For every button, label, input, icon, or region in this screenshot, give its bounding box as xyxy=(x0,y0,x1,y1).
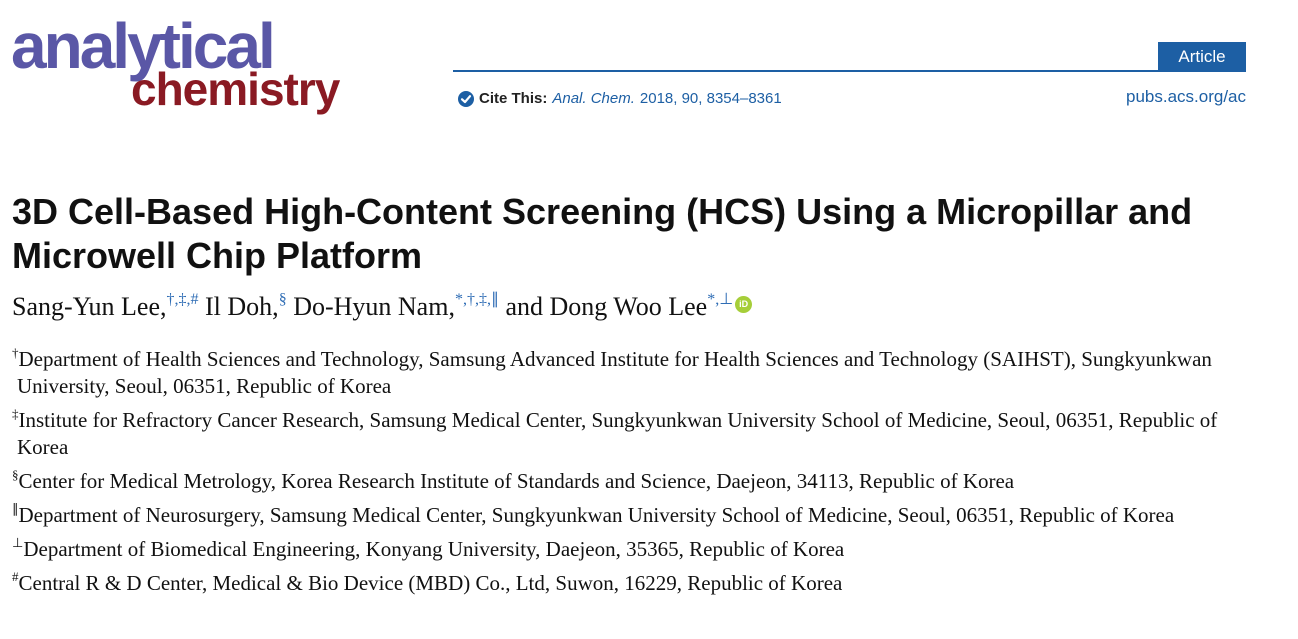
header-divider xyxy=(453,70,1246,72)
affiliation-item xyxy=(12,407,1267,461)
checkmark-badge-icon xyxy=(458,91,474,107)
cite-label: Cite This: xyxy=(479,90,548,107)
author-list xyxy=(12,292,752,322)
logo-line-chemistry: chemistry xyxy=(131,63,340,115)
journal-logo[interactable] xyxy=(11,10,340,115)
cite-this-line[interactable] xyxy=(458,90,782,107)
affiliation-mark: ‡ xyxy=(12,406,19,421)
affiliation-list xyxy=(12,346,1267,604)
affiliation-text: Central R & D Center, Medical & Bio Device (MBD) Co., Ltd, Suwon, 16229, Republic of Korea xyxy=(18,571,843,595)
article-type-badge: Article xyxy=(1158,42,1246,71)
author-name[interactable]: Do-Hyun Nam, xyxy=(293,292,455,321)
affiliation-mark: ∥ xyxy=(12,501,19,516)
affiliation-mark: # xyxy=(12,569,19,584)
cite-journal-link[interactable]: Anal. Chem. xyxy=(552,90,635,107)
orcid-icon[interactable]: iD xyxy=(735,296,752,313)
author-name[interactable]: Sang-Yun Lee, xyxy=(12,292,167,321)
journal-site-link[interactable]: pubs.acs.org/ac xyxy=(1125,87,1246,106)
affiliation-item xyxy=(12,536,1267,563)
author-affiliation-marks: § xyxy=(278,291,287,308)
affiliation-mark: † xyxy=(12,345,19,360)
author-affiliation-marks: *,†,‡,∥ xyxy=(454,291,499,308)
affiliation-text: Department of Neurosurgery, Samsung Medical Center, Sungkyunkwan University School of Medicine, Seoul, 06351, Republic of Korea xyxy=(18,503,1175,527)
affiliation-mark: § xyxy=(12,467,19,482)
affiliation-mark: ⊥ xyxy=(12,535,24,550)
author-name[interactable]: Il Doh, xyxy=(205,292,279,321)
logo-line-analytical: analytical xyxy=(11,10,273,82)
affiliation-item xyxy=(12,468,1267,495)
affiliation-item xyxy=(12,570,1267,597)
affiliation-text: Department of Biomedical Engineering, Konyang University, Daejeon, 35365, Republic of Korea xyxy=(23,537,845,561)
affiliation-text: Center for Medical Metrology, Korea Research Institute of Standards and Science, Daejeon, 34113, Republic of Korea xyxy=(18,469,1015,493)
author-affiliation-marks: *,⊥ xyxy=(707,291,734,308)
affiliation-item xyxy=(12,502,1267,529)
cite-details[interactable]: 2018, 90, 8354–8361 xyxy=(639,90,782,107)
affiliation-item xyxy=(12,346,1267,400)
affiliation-text: Institute for Refractory Cancer Research, Samsung Medical Center, Sungkyunkwan University School of Medicine, Seoul, 06351, Republic of Korea xyxy=(17,408,1218,459)
author-affiliation-marks: †,‡,# xyxy=(166,291,199,308)
affiliation-text: Department of Health Sciences and Technology, Samsung Advanced Institute for Health Sciences and Technology (SAIHST), Sungkyunkwan University, Seoul, 06351, Republic of Korea xyxy=(17,347,1212,398)
author-name[interactable]: and Dong Woo Lee xyxy=(505,292,708,321)
article-title: 3D Cell-Based High-Content Screening (HCS) Using a Micropillar and Microwell Chip Platform xyxy=(12,191,1193,276)
